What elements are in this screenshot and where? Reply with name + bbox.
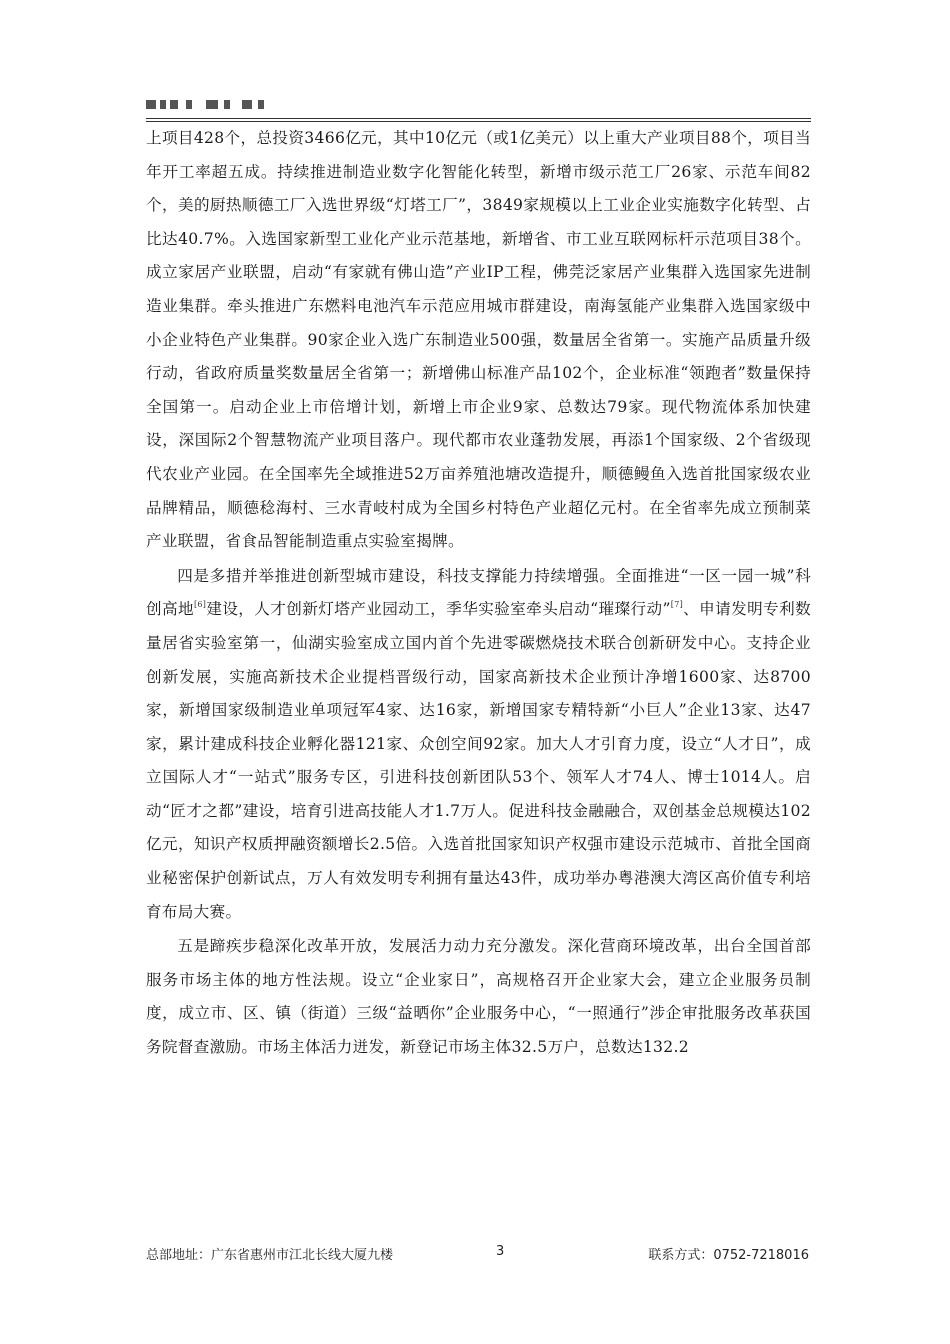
footnote-ref-6[interactable]: [6] <box>193 600 207 610</box>
paragraph-continuation: 上项目428个，总投资3466亿元，其中10亿元（或1亿美元）以上重大产业项目88个，项目当年开工率超五成。持续推进制造业数字化智能化转型，新增市级示范工厂26家、示范车间82个，美的厨热顺德工厂入选世界级“灯塔工厂”，3849家规模以上工业企业实施数字化转型、占比达40.7%。入选国家新型工业化产业示范基地，新增省、市工业互联网标杆示范项目38个。成立家居产业联盟，启动“有家就有佛山造”产业IP工程，佛莞泛家居产业集群入选国家先进制造业集群。牵头推进广东燃料电池汽车示范应用城市群建设，南海氢能产业集群入选国家级中小企业特色产业集群。90家企业入选广东制造业500强，数量居全省第一。实施产品质量升级行动，省政府质量奖数量居全省第一；新增佛山标准产品102个，企业标准“领跑者”数量保持全国第一。启动企业上市倍增计划，新增上市企业9家、总数达79家。现代物流体系加快建设，深国际2个智慧物流产业项目落户。现代都市农业蓬勃发展，再添1个国家级、2个省级现代农业产业园。在全国率先全域推进52万亩养殖池塘改造提升，顺德鳗鱼入选首批国家级农业品牌精品，顺德稔海村、三水青岐村成为全国乡村特色产业超亿元村。在全省率先成立预制菜产业联盟，省食品智能制造重点实验室揭牌。 <box>146 129 811 551</box>
paragraph-reform: 五是蹄疾步稳深化改革开放，发展活力动力充分激发。深化营商环境改革，出台全国首部服务市场主体的地方性法规。设立“企业家日”，高规格召开企业家大会，建立企业服务员制度，成立市、区、镇（街道）三级“益晒你”企业服务中心，“一照通行”涉企审批服务改革获国务院督查激励。市场主体活力迸发，新登记市场主体32.5万户，总数达132.2 <box>146 937 811 1057</box>
page-footer <box>146 1244 811 1264</box>
paragraph-innovation <box>146 560 811 930</box>
footer-address: 总部地址：广东省惠州市江北长线大厦九楼 <box>146 1248 394 1263</box>
paragraph-innovation-part3: 、申请发明专利数量居省实验室第一，仙湖实验室成立国内首个先进零碳燃烧技术联合创新研发中心。支持企业创新发展，实施高新技术企业提档晋级行动，国家高新技术企业预计净增1600家、达8700家，新增国家级制造业单项冠军4家、达16家，新增国家专精特新“小巨人”企业13家、达47家，累计建成科技企业孵化器121家、众创空间92家。加大人才引育力度，设立“人才日”，成立国际人才“一站式”服务专区，引进科技创新团队53个、领军人才74人、博士1014人。启动“匠才之都”建设，培育引进高技能人才1.7万人。促进科技金融融合，双创基金总规模达102亿元，知识产权质押融资额增长2.5倍。入选首批国家知识产权强市建设示范城市、首批全国商业秘密保护创新试点，万人有效发明专利拥有量达43件，成功举办粤港澳大湾区高价值专利培育布局大赛。 <box>146 600 811 921</box>
footer-contact: 联系方式：0752-7218016 <box>648 1248 809 1263</box>
paragraph-innovation-part2: 建设，人才创新灯塔产业园动工，季华实验室牵头启动“璀璨行动” <box>206 600 671 619</box>
paragraph-innovation-part1: 四是多措并举推进创新型城市建设，科技支撑能力持续增强。全面推进“一区一园一城”科创高地 <box>146 566 811 619</box>
header-divider <box>146 118 811 119</box>
body-text <box>146 122 811 1065</box>
page-number: 3 <box>496 1244 505 1259</box>
footnote-ref-7[interactable]: [7] <box>670 600 684 610</box>
header-logo-mark <box>146 100 266 112</box>
